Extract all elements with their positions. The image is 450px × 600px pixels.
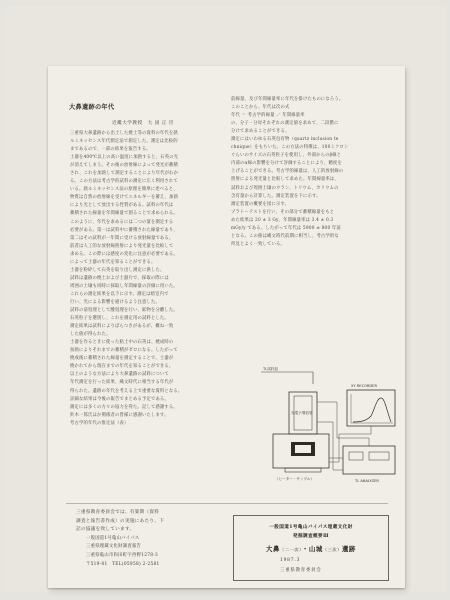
text-line: 鈴木一郎氏ほか関係者の皆様に感謝いたします。 (70, 412, 169, 418)
text-line: 求める。この際には感度の変化に注意が必要である。 (70, 251, 178, 257)
text-line: 周囲の土壌も同時に採取し年間線量の評価に用いた。 (70, 283, 178, 289)
glow-curve (353, 398, 391, 422)
text-line: ぐらいのサイズの石英粒子を使用し、外部からのβ線と (231, 153, 342, 159)
text-line: 焼かれてから現在までの年代を知ることができる。 (70, 364, 174, 370)
heater-label: （ヒーター・サンプル） (275, 477, 315, 481)
text-line: ルミネッセンス年代測定法で測定した。測定は比較的 (70, 139, 178, 145)
text-line: 内部のα線の影響を分けて評価することにより、精度を (231, 161, 343, 167)
footer-notice (76, 509, 224, 569)
text-line: 測定装置の概要を図に示す。 (231, 201, 290, 207)
text-line: 土器を400℃以上の高い温度に加熱すると、石英の光 (70, 155, 179, 161)
text-line: 測定結果は試料によりばらつきがあるが、概ね一致 (70, 324, 174, 330)
text-line: 含有量から計算した。測定装置を下に示す。 (231, 193, 321, 199)
text-line: 以上のような方法により大鼻遺跡の試料について (70, 372, 169, 378)
text-line: され、これを加熱して測定することにより年代がわか (70, 171, 179, 177)
text-line: 詳細な結果は今後の報告でまとめる予定である。 (70, 396, 169, 402)
text-line: により光として放出する性質がある。試料の年代は (70, 203, 174, 209)
text-line: 試料の前処理として酸処理を行い、鉱物を分離した。 (70, 308, 178, 314)
backing-board (4, 6, 446, 592)
report-date: 1987.3 (280, 558, 301, 563)
text-column-left (70, 130, 226, 428)
text-line: の、分子・分母それぞれの測定値を求めて、二段階に (231, 121, 339, 127)
text-line: chnique）をもちいた。この方法の特徴は、100ミクロン (231, 145, 349, 151)
text-line: このように、年代を求めるには二つの量を測定する (70, 219, 174, 225)
apparatus-diagram-svg (251, 362, 401, 496)
text-line: 測定には多くの方々の協力を得た。記して感謝する。 (70, 404, 178, 410)
notice-line: 記の協議を致しています。 (76, 527, 135, 533)
recorder-label: XY RECORDER (351, 384, 377, 388)
section-divider (66, 503, 388, 504)
text-line: まであるので、一部の結果を報告する。 (70, 147, 151, 153)
text-line: これらの測定結果を以下に示す。測定は暗室内で (70, 291, 169, 297)
text-line: 年代 ＝ 考古学的線量 ／ 年間線量率 (231, 113, 305, 119)
text-line: このことから、年代は次の式 (231, 105, 290, 111)
article-author: 近畿大学教授 大 国 正 臣 (112, 121, 174, 126)
text-line: る。この方法は考古学的試料の測定に広く利用されて (70, 179, 178, 185)
text-line: となる。この値は縄文時代前期に相当し、考古学的な (231, 233, 339, 239)
text-line: 上げることができる。考古学的線量は、人工的放射線の (231, 169, 344, 175)
text-line: 試料は遺跡の焼土および土器片で、採取の際には (70, 275, 169, 281)
text-line: 土器を作るときに使った粘土中の石英は、焼成時の (70, 340, 174, 346)
report-series: 一般国道1号亀山バイパス埋蔵文化財 (269, 525, 353, 530)
text-line: いる。熱ルミネッセンス法の原理を簡単に述べると、 (70, 187, 178, 193)
text-line: 年代測定を行った結果、縄文時代に相当する年代が (70, 380, 174, 386)
notice-line: 三重県埋蔵文化財調査報告 (86, 544, 142, 550)
text-line: 第二はその試料が一年間に受ける放射線量である。 (70, 235, 174, 241)
text-line: めた結果は 20 ± 3 Gy、年間線量率は 3.4 ± 0.3 (231, 217, 334, 223)
analyzer-label: TL ANALYZER (355, 479, 379, 483)
text-line: 土器を粉砕して石英を取り出し測定に供した。 (70, 267, 165, 273)
notice-line: 〒519-01 TEL(05958) 2-2581 (86, 561, 160, 567)
notice-line: 三重県亀山市和田町字西野1278-3 (86, 552, 159, 558)
document-sheet (48, 66, 405, 588)
text-line: 三重県大鼻遺跡から出土した焼土等の資料の年代を熱 (70, 131, 178, 136)
xy-recorder (347, 390, 395, 426)
report-label-box (233, 515, 389, 581)
text-line: 石英粒子を選別し、これを測定用の試料とした。 (70, 316, 169, 322)
text-line: 必要がある。第一は試料中に蓄積された線量であり、 (70, 227, 178, 233)
text-line: 蓄積された線量を年間線量で割ることで求められる。 (70, 211, 178, 217)
pm-label: 光電子増倍管 (291, 411, 313, 415)
text-line: した値が得られた。 (70, 332, 111, 338)
text-line: 所見とよく一致している。 (231, 241, 285, 247)
text-line: 測定にはいわゆる石英包有物（quartz inclusion te (231, 137, 339, 143)
notice-line: 調査と報告書作成）の実施にあたり、下 (76, 518, 165, 524)
report-publisher: 三重県教育委員会 (280, 568, 322, 573)
apparatus-diagram (251, 362, 401, 496)
text-line: 前者は人工的な放射線照射により発光量を比較して (70, 243, 174, 249)
text-column-right (231, 96, 387, 249)
text-line: 加熱によりそれまでの蓄積がゼロになる。したがって (70, 348, 178, 354)
text-line: 焼成後に蓄積された線量を測定することで、土器が (70, 356, 174, 362)
notice-line: 一般国道1号亀山バイパス (86, 535, 140, 541)
report-subtitle: 発掘調査概要Ⅲ (293, 534, 329, 539)
text-line: 照射による発光量と比較して求めた。年間線量率は、 (231, 177, 339, 183)
notice-line: 三重県教育委員会では、有楽期（資料 (76, 510, 160, 515)
report-title: 大鼻（二一次）・山城（三次）遺跡 (266, 545, 356, 553)
text-line: 前線量、及び年間線量率に年代を掛けたものになろう。 (231, 97, 344, 102)
text-line: 試料および周囲土壌のウラン、トリウム、カリウムの (231, 185, 339, 191)
text-line: によって土器の年代を知ることができる。 (70, 259, 156, 265)
text-line: 得られた。遺跡の年代を考える上で重要な資料となる。 (70, 388, 183, 394)
text-line: 考古学的年代の推定法（表） (70, 420, 129, 426)
text-line: が消えてしまう。その後の放射線によって発光が蓄積 (70, 163, 178, 169)
cable-line (261, 372, 313, 384)
text-line: 分けて求めることができる。 (231, 129, 290, 135)
furnace-label: TL試料皿 (263, 367, 278, 371)
text-line: 行い、光による影響を避けるよう注意した。 (70, 299, 160, 305)
text-line: 物質は自然の放射線を受けてエネルギーを蓄え、加熱 (70, 195, 179, 201)
text-line: mGy/y である。したがって年代は 5900 ± 800 年前 (231, 225, 341, 231)
text-line: プラトーテストを行い、その部分で蓄積線量をもと (231, 209, 335, 215)
article-title: 大鼻遺跡の年代 (69, 104, 115, 111)
